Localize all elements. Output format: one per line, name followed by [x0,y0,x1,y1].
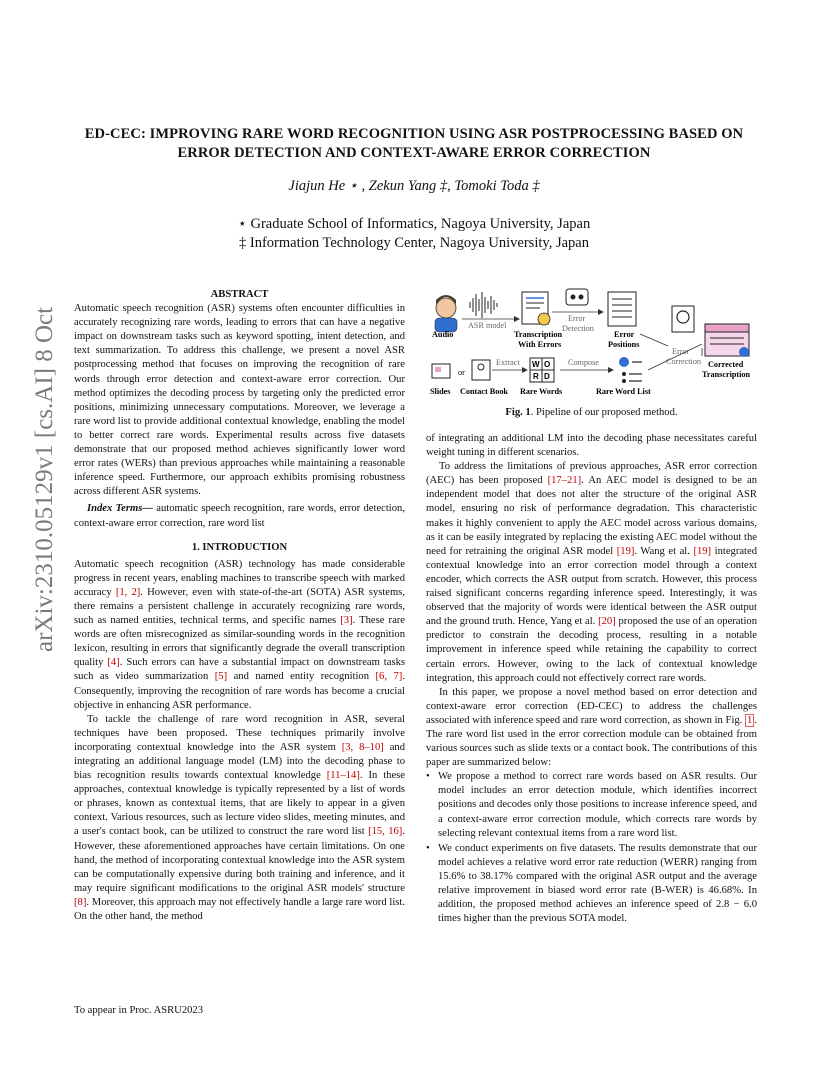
text-run: and named entity recognition [227,671,376,683]
text-run: In this paper, we propose a novel method based on error detection and context-aware error correction (ED-CEC) to address the challenges associated with inference speed and rare word correction, as shown in Fig. [426,686,757,726]
footer-note: To appear in Proc. ASRU2023 [74,1005,204,1016]
intro-heading: 1. INTRODUCTION [191,541,288,553]
label-extract: Extract [496,358,520,367]
label-error-correction-1: Error [672,347,690,356]
label-corrected-1: Corrected [708,360,744,369]
figure-link[interactable]: 1 [747,714,753,726]
label-error-correction-2: Correction [666,357,702,366]
left-column [74,288,405,924]
label-error-positions-2: Positions [608,340,640,349]
label-or: or [458,368,465,377]
citation-link[interactable]: [8] [74,896,87,908]
label-asr-model: ASR model [468,321,507,330]
citation-link[interactable]: [15, 16] [368,826,403,838]
label-rare-words: Rare Words [520,387,563,396]
label-corrected-2: Transcription [702,370,751,379]
intro-paragraph-3 [426,460,757,686]
authors: Jiajun He ⋆ , Zekun Yang ‡, Tomoki Toda ‡ [288,178,540,194]
list-item: • We conduct experiments on five datasets. The results demonstrate that our model achieves a relative word error rate reduction (WERR) ranging from 15.6% to 38.17% compared with the original ASR output and the average relative improvement in biased word error rate (B-WER) is 46.68%. In addition, the proposed method achieves an inference speed of 2.8 − 6.0 times higher than the previous SOTA model. [426,842,757,927]
text-run: . However, even with state-of-the-art (SOTA) ASR systems, there remains a persistent challenge in accurately recognizing rare words, such as named entities, technical terms, and specific names [74,586,406,627]
error-positions-icon [608,292,636,326]
list-item: • We propose a method to correct rare words based on ASR results. Our model includes an error detection module, which identifies incorrect positions and decodes only those positions to increase inference speed, and a context-aware error correction module, which corrects rare words by selecting relevant contextual items from a rare word list. [426,770,757,840]
index-terms-text: automatic speech recognition, rare words, error detection, context-aware error correction, rare word list [74,503,405,529]
index-terms [74,502,405,530]
audio-icon [435,295,457,332]
citation-link[interactable]: [6, 7] [375,671,403,683]
tile-w: W [532,360,540,369]
intro-paragraph-1 [74,558,405,713]
label-with-errors: With Errors [518,340,562,349]
label-audio: Audio [432,330,454,339]
abstract-text: Automatic speech recognition (ASR) systems often encounter difficulties in accurately recognizing rare words, leading to errors that can have a negative impact on downstream tasks such as keyword spotting, intent detection, and text summarization. To address this challenge, we present a novel ASR postprocessing method that focuses on improving the recognition of rare words through error detection and context-aware error correction. Our method optimizes the decoding process by targeting only the predicted error positions, minimizing unnecessary computations. Moreover, we leverage a rare word list to provide additional contextual knowledge, enabling the model to better correct rare words. Experimental results across five datasets demonstrate that our proposed method achieves significantly lower word error rates (WERs) than previous approaches while maintaining a reasonable inference speed. Furthermore, our approach exhibits promising robustness across different ASR systems. [74,303,405,498]
label-slides: Slides [430,387,451,396]
citation-link[interactable]: [17–21] [547,475,582,487]
affiliation-2: ‡ Information Technology Center, Nagoya University, Japan [239,235,589,251]
pipeline-diagram [426,286,757,402]
abstract-heading: ABSTRACT [210,289,269,300]
label-error: Error [568,314,586,323]
contact-book-icon [472,360,490,380]
citation-link[interactable]: [5] [214,671,228,683]
label-transcription: Transcription [514,330,563,339]
arrowhead [598,309,604,315]
right-column [426,432,757,927]
figure-caption [426,407,757,418]
rare-words-icon [530,358,554,382]
caption-text: . Pipeline of our proposed method. [530,407,678,418]
tile-o: O [544,360,551,369]
intro-paragraph-4 [426,686,757,771]
text-run: . An AEC model is designed to be an independent model that does not alter the structure of the original ASR model, ensuring no risk of performance degradation. This characteristic makes it highly convenient to apply the AEC model across various domains, as it can be easily integrated by replacing the existing AEC model without the need for retraining the original ASR model [426,475,758,557]
inspect-icon [672,306,694,332]
citation-link[interactable]: [3] [340,615,353,627]
index-terms-label: Index Terms— [87,503,153,515]
text-run: proposed the use of an operation predictor to constrain the decoding process, resulting in a notable improvement in inference speed while retaining the capability to correct certain errors. However, owing to the lack of contextual knowledge integration, this approach could not effectively correct rare words. [426,616,757,684]
intro-continued: of integrating an additional LM into the decoding phase necessitates careful weight tuning in different scenarios. [426,433,757,459]
label-detection: Detection [562,324,594,333]
caption-label: Fig. 1 [505,407,531,418]
text-run: . Moreover, this approach may not effectively handle a large rare word list. On the other hand, the method [74,896,405,923]
citation-link[interactable]: [4] [107,657,120,669]
robot-icon [566,289,588,305]
intro-paragraph-2 [74,713,405,924]
text-run: . Wang et al. [634,545,694,557]
contributions-list [426,770,757,926]
citation-link[interactable]: [3, 8–10] [341,741,384,753]
text-run: and integrating an additional language model (LM) into the decoding phase to bias recognition results towards contextual knowledge [74,741,405,782]
text-run: integrated contextual knowledge into an error correction model through a context encoder, which corrects the ASR output from scratch. However, this process raised significant concerns regarding inference speed. Interestingly, it was observed that the majority of words were identical between the ASR output and the ground truth. Hence, Yang et al. [426,545,757,628]
text-run: . Such errors can have a substantial impact on downstream tasks such as video summarization [74,657,405,683]
label-contact-book: Contact Book [460,387,508,396]
label-rare-word-list: Rare Word List [596,387,651,396]
paper-title: ED-CEC: IMPROVING RARE WORD RECOGNITION USING ASR POSTPROCESSING BASED ON ERROR DETECTION AND CONTEXT-AWARE ERROR CORRECTION [84,126,744,161]
tile-d: D [544,372,550,381]
slides-icon [432,364,450,378]
arrowhead [522,367,528,373]
tile-r: R [533,372,539,381]
waveform-icon [470,292,497,318]
text-run: . However, these aforementioned approaches have certain limitations. On one hand, the method of incorporating contextual knowledge into the ASR system can be computationally expensive during both training and inference, and it may require significant modifications to the original ASR models' structure [74,826,405,894]
arxiv-stamp [8,300,68,660]
list-icon [619,357,642,383]
arxiv-stamp-text: arXiv:2310.05129v1 [cs.AI] 8 Oct 2023 [31,300,58,652]
citation-link[interactable]: [20] [598,616,616,628]
affiliation-1: ⋆ Graduate School of Informatics, Nagoya University, Japan [237,216,591,232]
arrowhead [608,367,614,373]
arxiv-stamp-svg [8,300,68,660]
label-error-positions-1: Error [614,330,635,339]
citation-link[interactable]: [19] [616,545,635,557]
text-run: To address the limitations of previous approaches, ASR error correction (AEC) has been proposed [426,461,757,487]
arrow-correction [640,334,668,346]
text-run: To tackle the challenge of rare word recognition in ASR, several techniques have been proposed. These techniques primarily involve incorporating contextual knowledge into the ASR system [74,713,405,753]
text-run: . The rare word list used in the error correction module can be obtained from various sources such as slide texts or a contact book. The contributions of this paper are summarized below: [426,714,757,769]
citation-link[interactable]: [11–14] [326,770,360,782]
pipeline-figure [426,286,757,402]
citation-link[interactable]: [19] [693,545,712,557]
label-compose: Compose [568,358,599,367]
text-run: Automatic speech recognition (ASR) technology has made considerable progress in recent years, enabling machines to transcribe speech with marked accuracy [74,558,405,598]
citation-link[interactable]: [1, 2] [115,586,141,598]
text-run: . These rare words are often misrecognized as similar-sounding words in the recognition lexicon, resulting in errors that significantly degrade the overall transcription quality [74,615,405,669]
affiliations [80,215,748,253]
arrowhead [514,316,520,322]
corrected-doc-icon [705,324,749,357]
document-icon [522,292,550,325]
text-run: . In these approaches, contextual knowledge is typically represented by a list of words or phrases, known as contextual items, that are likely to appear in a given context. Various resources, such as lecture video slides, meeting minutes, and a user's contact book, can be utilized to construct the rare word list [74,770,405,838]
text-run: . Consequently, improving the recognition of rare words has become a crucial objective in enhancing ASR performance. [74,671,405,711]
